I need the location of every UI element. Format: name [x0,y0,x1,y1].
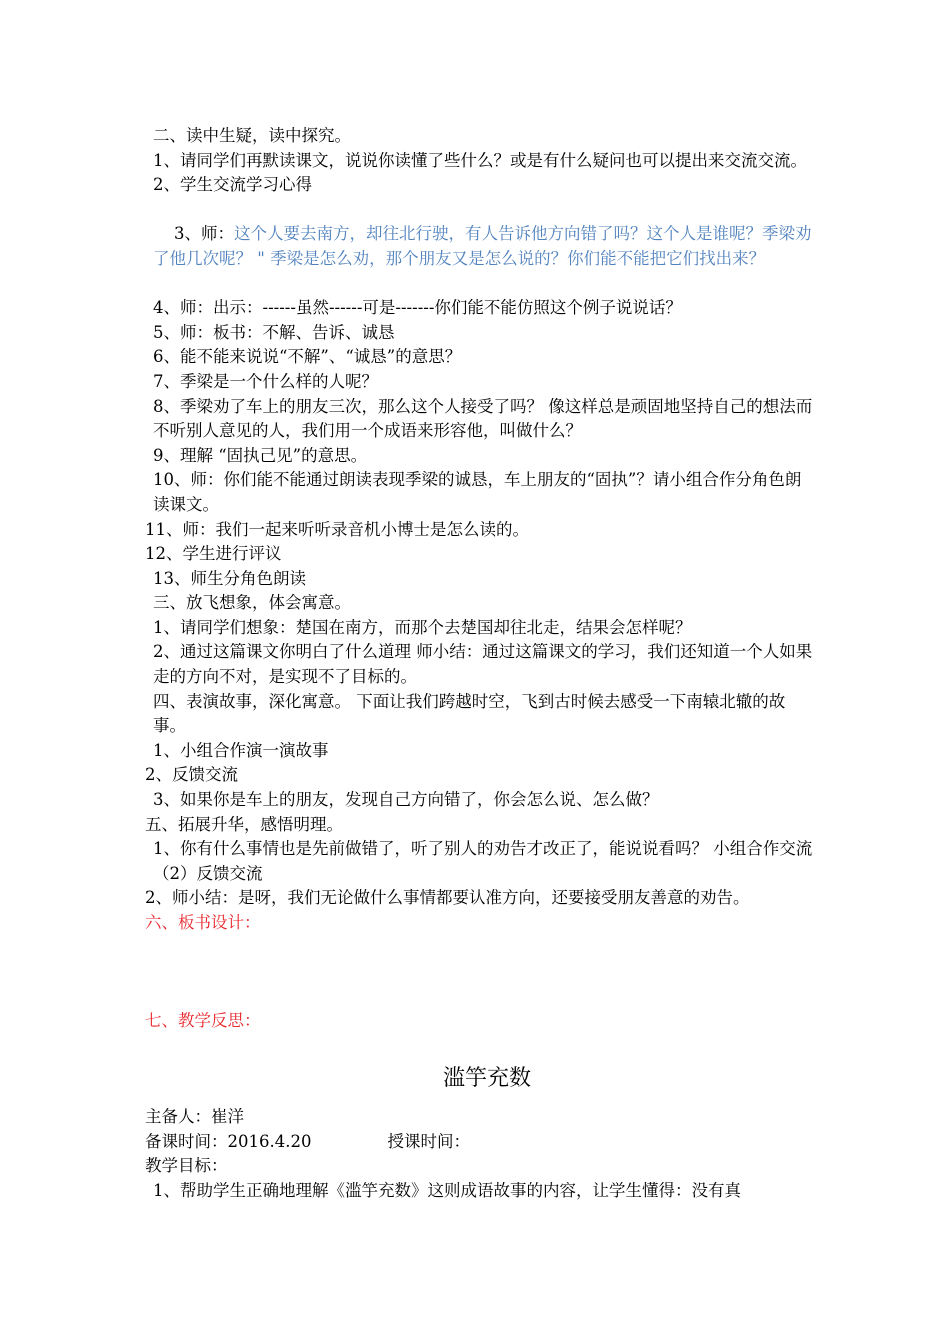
list-item: 7、季梁是一个什么样的人呢？ [153,371,378,391]
document-page [145,124,815,1204]
list-item [145,198,815,296]
objectives-label: 教学目标： [145,1156,228,1176]
list-item: 11、师：我们一起来听听录音机小博士是怎么读的。 [145,519,529,539]
list-item: 3、如果你是车上的朋友，发现自己方向错了，你会怎么说、怎么做？ [153,790,659,810]
list-item: 8、季梁劝了车上的朋友三次，那么这个人接受了吗？ 像这样总是顽固地坚持自己的想法而不听别人意见的人，我们用一个成语来形容他，叫做什么？ [153,396,813,441]
section-4-title: 四、表演故事，深化寓意。 下面让我们跨越时空，飞到古时候去感受一下南辕北辙的故事。 [153,691,786,736]
list-item: 13、师生分角色朗读 [153,568,306,588]
section-2-title: 二、读中生疑，读中探究。 [153,126,351,145]
list-item: 5、师：板书：不解、告诉、诚恳 [153,322,395,342]
list-item: 1、请同学们再默读课文，说说你读懂了些什么？或是有什么疑问也可以提出来交流交流。 [153,150,807,170]
blank-space [145,936,815,1009]
prep-time: 备课时间：2016.4.20 [145,1131,312,1151]
list-item: 12、学生进行评议 [145,544,282,564]
list-item: 2、反馈交流 [145,765,238,785]
list-item: 2、师小结：是呀，我们无论做什么事情都要认准方向，还要接受朋友善意的劝告。 [145,888,750,908]
teach-time: 授课时间： [387,1131,470,1151]
list-item: 2、通过这篇课文你明白了什么道理 师小结：通过这篇课文的学习，我们还知道一个人如果走的方向不对，是实现不了目标的。 [153,642,813,687]
section-5-title: 五、拓展升华，感悟明理。 [145,814,343,834]
list-item: 1、你有什么事情也是先前做错了，听了别人的劝告才改正了，能说说看吗？ 小组合作交流（2）反馈交流 [153,839,813,883]
list-item: 1、请同学们想象：楚国在南方，而那个去楚国却往北走，结果会怎样呢？ [153,617,692,637]
list-item: 10、师：你们能不能通过朗读表现季梁的诚恳，车上朋友的“固执”？请小组合作分角色朗读课文。 [153,470,802,514]
list-item: 1、帮助学生正确地理解《滥竽充数》这则成语故事的内容，让学生懂得：没有真 [153,1180,741,1200]
lead-preparer: 主备人：崔洋 [145,1107,244,1127]
highlighted-question: 这个人要去南方，却往北行驶，有人告诉他方向错了吗？这个人是谁呢？季梁劝了他几次呢？ " 季梁是怎么劝，那个朋友又是怎么说的？你们能不能把它们找出来？ [153,224,812,268]
section-6-title: 六、板书设计： [145,913,261,932]
list-item: 2、学生交流学习心得 [153,175,312,195]
time-row [145,1130,815,1155]
list-item: 4、师：出示：------虽然------可是-------你们能不能仿照这个例子说说话？ [153,298,682,318]
list-item: 9、理解 “固执己见”的意思。 [153,445,368,465]
blank-space [145,1033,815,1061]
list-item-prefix: 3、师： [173,224,234,244]
list-item: 1、小组合作演一演故事 [153,740,329,760]
section-3-title: 三、放飞想象，体会寓意。 [153,593,351,613]
section-7-title: 七、教学反思： [145,1010,261,1030]
lesson-title: 滥竽充数 [442,1066,531,1092]
list-item: 6、能不能来说说“不解”、“诚恳”的意思？ [153,347,462,367]
